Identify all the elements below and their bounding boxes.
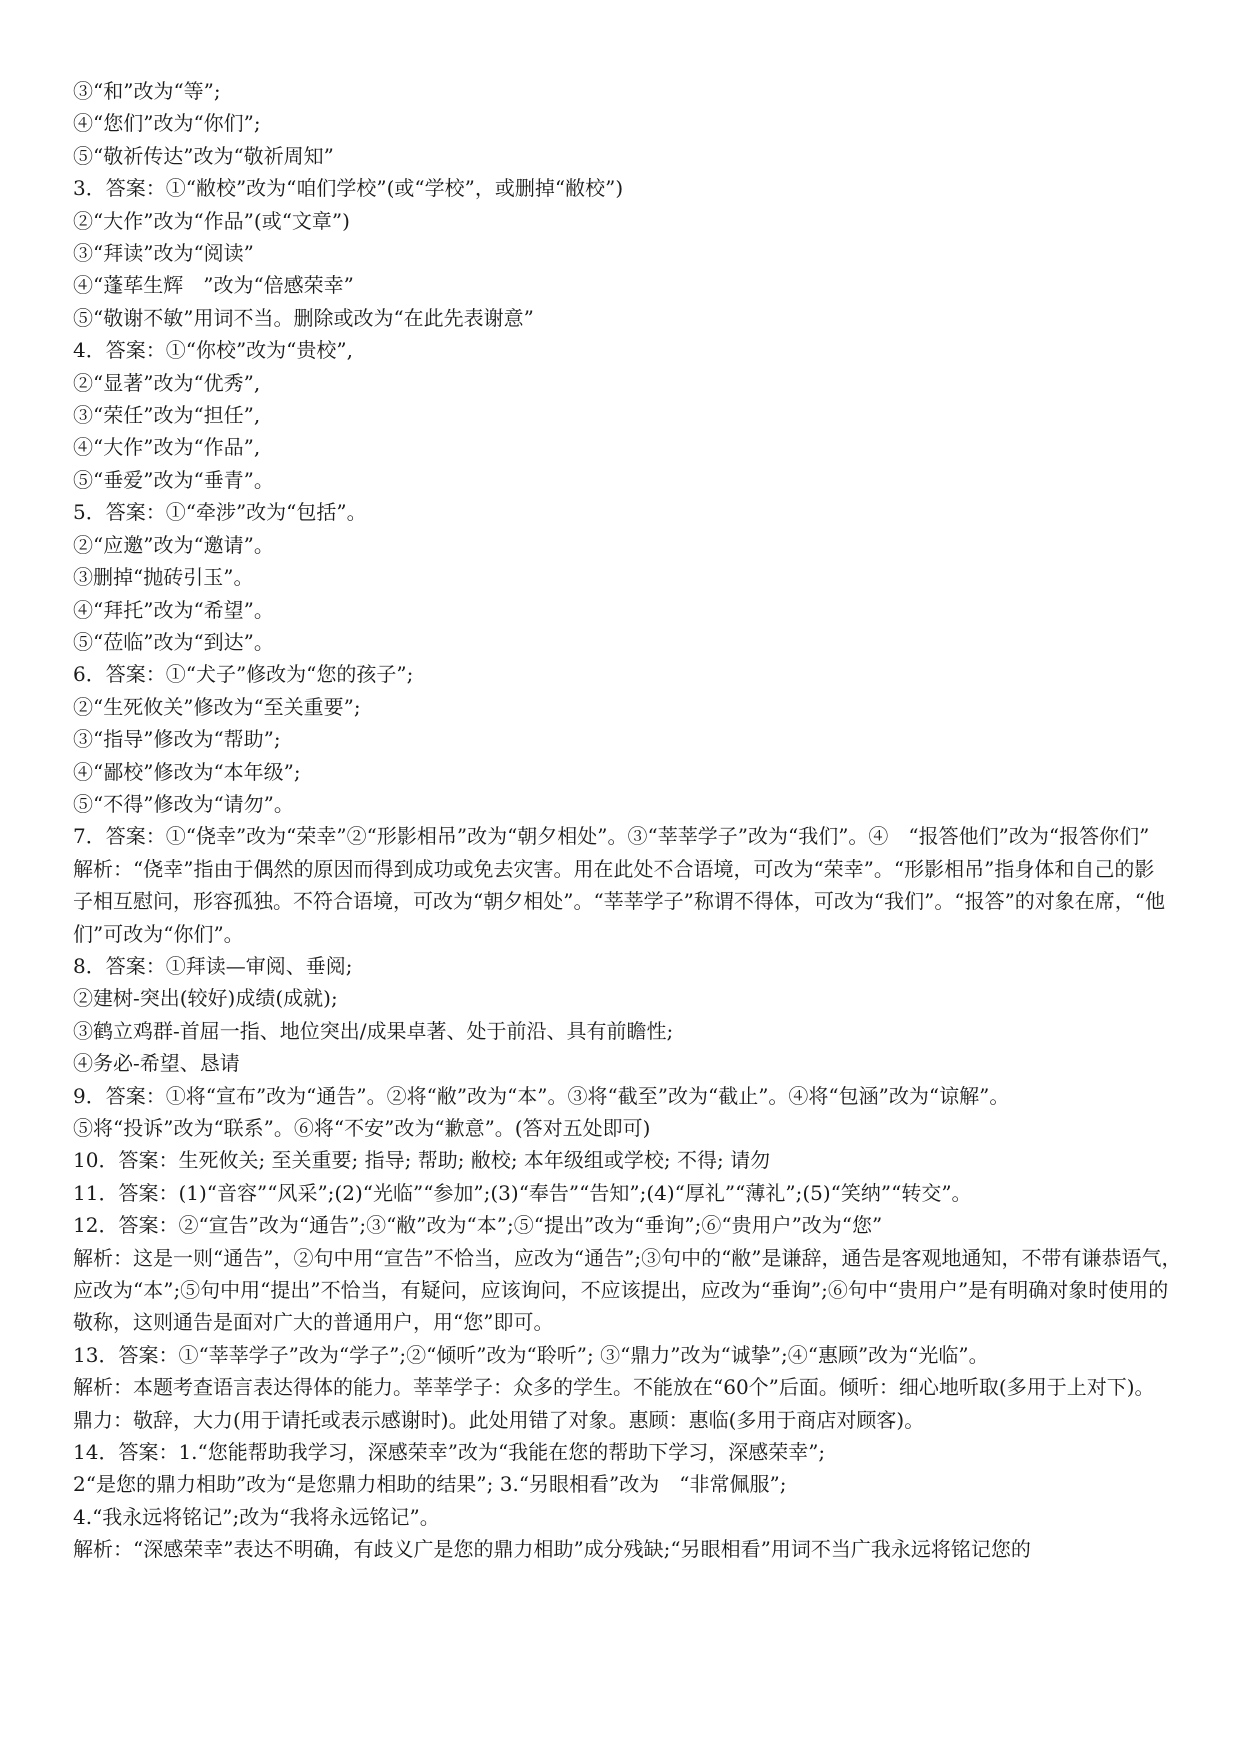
answer-13: 13．答案：①“莘莘学子”改为“学子”;②“倾听”改为“聆听”; ③“鼎力”改为“诚挚”;④“惠顾”改为“光临”。 [73,1342,989,1367]
text-line: ③删掉“抛砖引玉”。 [73,565,254,590]
answer-9: 9．答案：①将“宣布”改为“通告”。②将“敝”改为“本”。③将“截至”改为“截止”。④将“包涵”改为“谅解”。 [73,1083,1010,1108]
text-line: ②“生死攸关”修改为“至关重要”; [73,694,361,719]
text-line: ③“荣任”改为“担任”, [73,403,261,428]
analysis-7: 解析：“侥幸”指由于偶然的原因而得到成功或免去灾害。用在此处不合语境，可改为“荣幸”。“形影相吊”指身体和自己的影子相互慰问，形容孤独。不符合语境，可改为“朝夕相处”。“莘莘学子”称谓不得体，可改为“我们”。“报答”的对象在席，“他们”可改为“你们”。 [73,856,1166,946]
answer-12: 12．答案：②“宣告”改为“通告”;③“敝”改为“本”;⑤“提出”改为“垂询”;⑥“贵用户”改为“您” [73,1213,883,1238]
text-line: ②“显著”改为“优秀”, [73,370,261,395]
text-line: ④务必-希望、恳请 [73,1051,240,1076]
text-line: ④“蓬荜生辉 ”改为“倍感荣幸” [73,273,354,298]
answer-5: 5．答案：①“牵涉”改为“包括”。 [73,500,367,525]
answer-7: 7．答案：①“侥幸”改为“荣幸”②“形影相吊”改为“朝夕相处”。③“莘莘学子”改为“我们”。④ “报答他们”改为“报答你们” [73,824,1150,849]
text-line: ②“应邀”改为“邀请”。 [73,532,274,557]
answer-10: 10．答案：生死攸关; 至关重要; 指导; 帮助; 敝校; 本年级组或学校; 不得; 请勿 [73,1148,771,1173]
text-line: ⑤“莅临”改为“到达”。 [73,629,274,654]
answer-14: 14．答案：1.“您能帮助我学习，深感荣幸”改为“我能在您的帮助下学习，深感荣幸”; [73,1440,826,1465]
text-line: 4.“我永远将铭记”;改为“我将永远铭记”。 [73,1504,440,1529]
text-line: 2“是您的鼎力相助”改为“是您鼎力相助的结果”; 3.“另眼相看”改为 “非常佩服”; [73,1472,787,1497]
text-line: ④“拜托”改为“希望”。 [73,597,274,622]
answer-11: 11．答案：(1)“音容”“风采”;(2)“光临”“参加”;(3)“奉告”“告知”;(4)“厚礼”“薄礼”;(5)“笑纳”“转交”。 [73,1180,972,1205]
answer-4: 4．答案：①“你校”改为“贵校”, [73,338,353,363]
analysis-14: 解析：“深感荣幸”表达不明确，有歧义广是您的鼎力相助”成分残缺;“另眼相看”用词不当广我永远将铭记您的 [73,1537,1031,1562]
analysis-13: 解析：本题考查语言表达得体的能力。莘莘学子：众多的学生。不能放在“60个”后面。倾听：细心地听取(多用于上对下)。鼎力：敬辞，大力(用于请托或表示感谢时)。此处用错了对象。惠顾：惠临(多用于商店对顾客)。 [73,1375,1155,1432]
answer-8: 8．答案：①拜读—审阅、垂阅; [73,953,353,978]
text-line: ④“您们”改为“你们”; [73,111,261,136]
text-line: ⑤“不得”修改为“请勿”。 [73,791,294,816]
text-line: ⑤“敬祈传达”改为“敬祈周知” [73,143,334,168]
text-line: ⑤“垂爱”改为“垂青”。 [73,467,274,492]
text-line: ⑤将“投诉”改为“联系”。⑥将“不安”改为“歉意”。(答对五处即可) [73,1116,651,1140]
text-line: ③鹤立鸡群-首屈一指、地位突出/成果卓著、处于前沿、具有前瞻性; [73,1018,674,1043]
answer-6: 6．答案：①“犬子”修改为“您的孩子”; [73,662,414,687]
answer-3: 3．答案：①“敝校”改为“咱们学校”(或“学校”，或删掉“敝校”) [73,176,624,201]
document-page [73,75,1192,1566]
text-line: ③“拜读”改为“阅读” [73,241,254,266]
analysis-12: 解析：这是一则“通告”，②句中用“宣告”不恰当，应改为“通告”;③句中的“敝”是谦辞，通告是客观地通知，不带有谦恭语气， 应改为“本”;⑤句中用“提出”不恰当，有疑问，应该询问，不应该提出，应改为“垂询”;⑥句中“贵用户”是有明确对象时使用的敬称，这则通告是面对广大的普通用户，用“您”即可。 [73,1245,1192,1335]
text-line: ③“和”改为“等”; [73,79,221,103]
text-line: ④“鄙校”修改为“本年级”; [73,759,301,784]
text-line: ③“指导”修改为“帮助”; [73,727,281,752]
text-line: ④“大作”改为“作品”, [73,435,261,460]
text-line: ②建树-突出(较好)成绩(成就); [73,986,338,1011]
text-line: ②“大作”改为“作品”(或“文章”) [73,208,350,233]
text-line: ⑤“敬谢不敏”用词不当。删除或改为“在此先表谢意” [73,305,534,330]
